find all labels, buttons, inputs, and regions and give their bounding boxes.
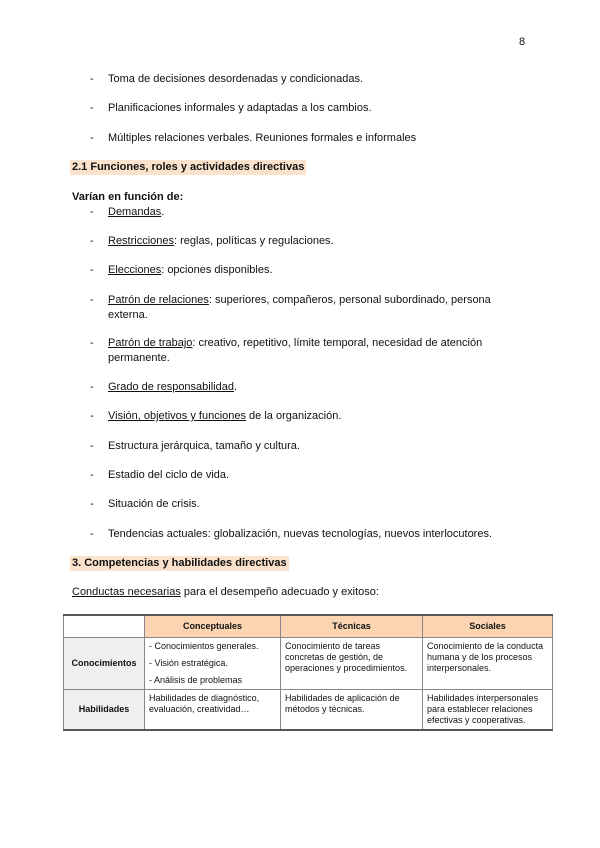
cell-list-item: - Análisis de problemas: [149, 675, 243, 685]
cell-list-item: - Conocimientos generales.: [149, 641, 259, 651]
section-subheading: Varían en función de:: [72, 191, 184, 203]
list-item: - Toma de decisiones desordenadas y condicionadas.: [90, 73, 363, 85]
table-row: [64, 638, 553, 690]
list-item: - Visión, objetivos y funciones de la organización.: [90, 410, 342, 422]
column-header: Técnicas: [281, 615, 423, 638]
table-cell: [145, 638, 281, 690]
table-cell: Habilidades de diagnóstico, evaluación, creatividad…: [145, 690, 281, 731]
row-header: Conocimientos: [64, 638, 145, 690]
row-header: Habilidades: [64, 690, 145, 731]
table-cell: Habilidades de aplicación de métodos y técnicas.: [281, 690, 423, 731]
list-item: - Estructura jerárquica, tamaño y cultura.: [90, 440, 300, 452]
list-item: - Planificaciones informales y adaptadas a los cambios.: [90, 102, 372, 114]
table-cell: Conocimiento de tareas concretas de gestión, de operaciones y procedimientos.: [281, 638, 423, 690]
section-heading: 2.1 Funciones, roles y actividades directivas: [72, 161, 305, 173]
list-item: - Tendencias actuales: globalización, nuevas tecnologías, nuevos interlocutores.: [90, 528, 493, 540]
list-item: - Estadio del ciclo de vida.: [90, 469, 230, 481]
competencies-table: [63, 614, 553, 731]
list-item: - Demandas.: [90, 206, 165, 218]
list-item: - Situación de crisis.: [90, 498, 200, 510]
table-corner: [64, 615, 145, 638]
column-header: Sociales: [423, 615, 553, 638]
list-item: - Restricciones: reglas, políticas y regulaciones.: [90, 235, 334, 247]
table-cell: Conocimiento de la conducta humana y de los procesos interpersonales.: [423, 638, 553, 690]
list-item: - Patrón de trabajo: creativo, repetitivo, límite temporal, necesidad de atención permanente.: [90, 337, 483, 364]
list-item: - Elecciones: opciones disponibles.: [90, 264, 273, 276]
table-cell: Habilidades interpersonales para establecer relaciones efectivas y cooperativas.: [423, 690, 553, 731]
list-item: - Patrón de relaciones: superiores, compañeros, personal subordinado, persona externa.: [90, 294, 491, 321]
section-heading: 3. Competencias y habilidades directivas: [72, 557, 287, 569]
cell-list-item: - Visión estratégica.: [149, 658, 228, 668]
column-header: Conceptuales: [145, 615, 281, 638]
page-number: 8: [519, 36, 526, 48]
list-item: - Grado de responsabilidad.: [90, 381, 238, 393]
list-item: - Múltiples relaciones verbales. Reuniones formales e informales: [90, 132, 417, 144]
section-intro: Conductas necesarias para el desempeño adecuado y exitoso:: [72, 586, 379, 598]
table-row: [64, 690, 553, 731]
